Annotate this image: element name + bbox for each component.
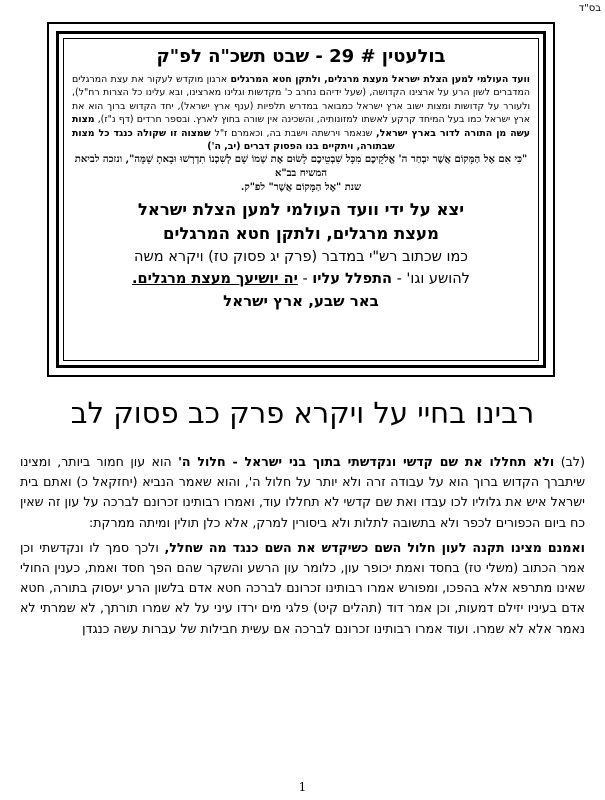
place-line: באר שבע, ארץ ישראל bbox=[223, 292, 379, 311]
publisher-line-2: מעצת מרגלים, ולתקן חטא המרגלים bbox=[163, 224, 439, 244]
paragraph-1-text: הוא עון חמור ביותר, ומצינו שיתברך הקדוש ברוך הוא על עבודה זרה ולא יותר על חלול ה', והוא שאמר הנביא (יחזקאל כ) ואתם בית ישראל איש את גלוליו לכו עבדו ואת שם קדשי לא תחללו עוד, ואמרו רבותינו זכרונם לברכה על עון זה שאין כח ביום הכפורים לכפר ולא בתשובה לתלות ולא ביסורין למרק, אלא כלן תולין ומיתה ממרקת: bbox=[20, 454, 585, 530]
prayer-prefix: להושע וגו' - bbox=[396, 271, 470, 288]
bulletin-paragraph bbox=[72, 73, 530, 153]
source-line: כמו שכתוב רש"י במדבר (פרק יג פסוק טז) ויקרא משה bbox=[134, 249, 468, 266]
publisher-line-1: יצא על ידי וועד העולמי למען הצלת ישראל bbox=[137, 200, 465, 220]
prayer-highlight: יה יושיעך מעצת מרגלים. bbox=[132, 271, 298, 288]
paragraph-1-lemma: ולא תחללו את שם קדשי ונקדשתי בתוך בני ישראל - חלול ה' bbox=[178, 454, 555, 469]
paragraph-2-text: ולכך סמך לו ונקדשתי וכן אמר הכתוב (משלי טז) בחסד ואמת יכופר עון, כלומר עון הרשע והשקר שהם הפך חסד ואמת, כענין החולי שאינו מתרפא אלא בהפכו, ומפורש אמרו רבותינו זכרונם לברכה חטא אדם בלשון הרע יעסוק בתורה, חטא אדם בעיניו יזילם דמעות, וכן אמר דוד (תהלים קיט) פלגי מים ירדו עיני על לא שמרו תורתך, לא שמרתי לא נאמר אלא לא שמרו. ועוד אמרו רבותינו זכרונם לברכה אם עשית חבילות של עברות עשה כנגדן bbox=[20, 539, 585, 636]
bulletin-title: בולעטין # 29 - שבט תשכ"ה לפ"ק bbox=[156, 46, 446, 67]
bulletin-paragraph-bold-mid: מצות עשה מן התורה לדור בארץ ישראל, bbox=[72, 114, 531, 139]
prayer-line bbox=[72, 268, 530, 290]
corner-mark: בס"ד bbox=[578, 3, 601, 14]
commentary-body bbox=[20, 452, 585, 644]
bulletin-box bbox=[47, 22, 555, 377]
paragraph-1 bbox=[20, 452, 585, 533]
paragraph-1-ref: (לב) bbox=[560, 454, 585, 469]
prayer-label: התפלל עליו bbox=[312, 271, 392, 288]
page-number: 1 bbox=[298, 780, 307, 794]
bulletin-paragraph-text: ארגון מוקדש לעקור את עצת המרגלים המדברים לשון הרע על ארצינו הקדושה, (שעל ידיהם נחרב כ' מקדשות וגלינו מארצינו, ובא עלינו כל הצרות רח"ל), ולעורר על קדושות ומצות ישוב ארץ ישראל כמבואר במדרש תלפיות (ענף ארץ ישראל), יחד הקדוש ברוך הוא את ארץ ישראל כמו בעל המיחד קרקע לאשתו למזונותיה, והשכינה אין שורה בחוץ לארץ. ובספר חרדים (דף נ"ז), bbox=[72, 74, 531, 126]
bulletin-verse bbox=[72, 153, 530, 181]
prayer-dash: - bbox=[297, 271, 313, 288]
bulletin-content bbox=[63, 38, 539, 361]
bulletin-paragraph-bold-start: וועד העולמי למען הצלת ישראל מעצת מרגלים, ולתקן חטא המרגלים bbox=[230, 74, 530, 85]
bulletin-verse-text: "כִּי אִם אֶל הַמָּקוֹם אֲשֶׁר יִבְחַר ה' אֱלֹקֵיכֶם מִכָּל שִׁבְטֵיכֶם לָשׂוּם אֶת שְׁמוֹ שָׁם לְשִׁכְנוֹ תִדְרְשׁוּ וּבָאתָ שָׁמָּה" bbox=[129, 154, 528, 166]
paragraph-2 bbox=[20, 538, 585, 639]
bulletin-closing-line: שנת "אֶל הַמָּקוֹם אֲשֶׁר" לפ"ק. bbox=[240, 182, 362, 194]
bulletin-frame bbox=[56, 31, 546, 368]
bulletin-paragraph-text-2: שנאמר וירשתה וישבת בה, וכאמרם ז"ל bbox=[214, 127, 373, 139]
paragraph-2-lemma: ואמנם מצינו תקנה לעון חלול השם כשיקדש את השם כנגד מה שחלל, bbox=[164, 539, 585, 555]
page-title: רבינו בחיי על ויקרא פרק כב פסוק לב bbox=[70, 396, 535, 430]
bulletin-paragraph-bold-end: שמצוה זו שקולה כנגד כל מצות שבתורה, ויתקיים בנו הפסוק דברים (יב, ה') bbox=[72, 127, 395, 153]
bulletin-verse-tail: , ונזכה לביאת המשיח בב"א bbox=[74, 154, 328, 180]
